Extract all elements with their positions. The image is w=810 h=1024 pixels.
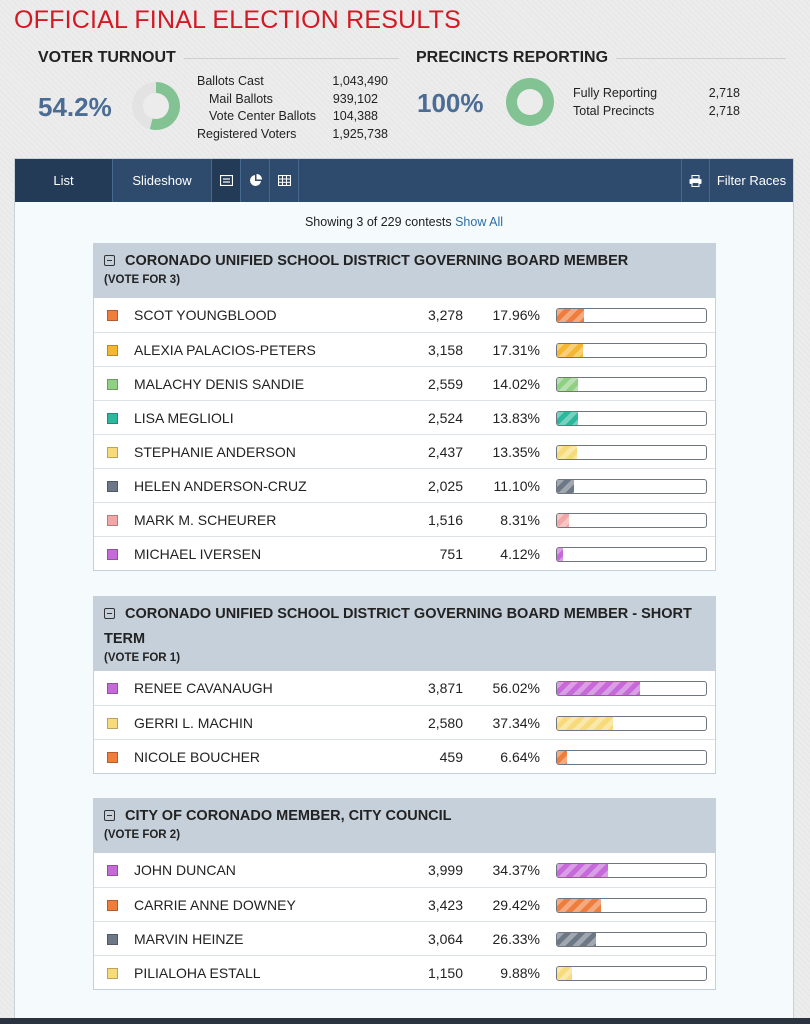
contest-count-text: Showing 3 of 229 contests bbox=[304, 215, 452, 229]
candidate-row bbox=[94, 298, 715, 332]
race-title bbox=[104, 602, 705, 652]
candidate-name: GERRI L. MACHIN bbox=[134, 715, 254, 731]
tab-slideshow[interactable] bbox=[113, 159, 212, 202]
turnout-heading-rule bbox=[184, 58, 399, 59]
precincts-heading-rule bbox=[616, 58, 786, 59]
turnout-percent: 54.2% bbox=[38, 92, 112, 122]
candidate-row bbox=[94, 705, 715, 739]
race-vote-for: (VOTE FOR 3) bbox=[104, 274, 181, 286]
candidate-name: CARRIE ANNE DOWNEY bbox=[134, 897, 296, 913]
candidate-list bbox=[94, 853, 715, 989]
candidate-percent: 17.96% bbox=[492, 307, 540, 323]
stat-value-registered: 1,925,738 bbox=[332, 127, 388, 141]
pie-view-button[interactable] bbox=[241, 159, 270, 202]
candidate-row bbox=[94, 536, 715, 570]
stat-label-total-precincts: Total Precincts bbox=[573, 104, 655, 118]
candidate-color-swatch bbox=[107, 481, 118, 492]
page-title: OFFICIAL FINAL ELECTION RESULTS bbox=[14, 6, 462, 34]
candidate-percent: 13.35% bbox=[492, 444, 540, 460]
candidate-list bbox=[94, 671, 715, 773]
turnout-heading-text: VOTER TURNOUT bbox=[38, 49, 176, 66]
candidate-percent-bar bbox=[556, 966, 707, 981]
candidate-color-swatch bbox=[107, 549, 118, 560]
collapse-icon[interactable] bbox=[104, 255, 115, 266]
candidate-color-swatch bbox=[107, 752, 118, 763]
candidate-percent-bar-fill bbox=[557, 309, 584, 322]
candidate-name: NICOLE BOUCHER bbox=[134, 749, 261, 765]
candidate-percent-bar-fill bbox=[557, 446, 577, 459]
candidate-votes: 3,158 bbox=[427, 342, 463, 358]
candidate-votes: 3,064 bbox=[427, 931, 463, 947]
candidate-name: PILIALOHA ESTALL bbox=[134, 965, 261, 981]
candidate-color-swatch bbox=[107, 515, 118, 526]
candidate-votes: 2,437 bbox=[427, 444, 463, 460]
candidate-percent-bar bbox=[556, 513, 707, 528]
list-view-icon bbox=[220, 175, 233, 186]
candidate-votes: 3,278 bbox=[427, 307, 463, 323]
bottom-bar bbox=[0, 1018, 810, 1024]
candidate-votes: 2,580 bbox=[427, 715, 463, 731]
stat-value-mail-ballots: 939,102 bbox=[332, 92, 378, 106]
tab-list-label: List bbox=[53, 173, 74, 188]
candidate-percent-bar bbox=[556, 547, 707, 562]
race-card bbox=[93, 243, 716, 571]
collapse-icon[interactable] bbox=[104, 608, 115, 619]
candidate-percent-bar bbox=[556, 863, 707, 878]
candidate-name: RENEE CAVANAUGH bbox=[134, 680, 273, 696]
candidate-row bbox=[94, 955, 715, 989]
race-card bbox=[93, 798, 716, 990]
candidate-percent: 14.02% bbox=[492, 376, 540, 392]
candidate-percent-bar-fill bbox=[557, 899, 601, 912]
candidate-votes: 1,516 bbox=[427, 512, 463, 528]
candidate-name: LISA MEGLIOLI bbox=[134, 410, 234, 426]
stat-label-fully-reporting: Fully Reporting bbox=[573, 86, 658, 100]
candidate-votes: 2,524 bbox=[427, 410, 463, 426]
candidate-color-swatch bbox=[107, 413, 118, 424]
print-button[interactable] bbox=[681, 159, 710, 202]
stat-label-vote-center: Vote Center Ballots bbox=[209, 109, 317, 123]
candidate-color-swatch bbox=[107, 447, 118, 458]
candidate-row bbox=[94, 434, 715, 468]
candidate-votes: 3,999 bbox=[427, 862, 463, 878]
stat-value-total-precincts: 2,718 bbox=[708, 104, 740, 118]
candidate-row bbox=[94, 366, 715, 400]
precincts-heading-text: PRECINCTS REPORTING bbox=[416, 49, 609, 66]
candidate-percent-bar bbox=[556, 479, 707, 494]
candidate-row bbox=[94, 739, 715, 773]
candidate-color-swatch bbox=[107, 934, 118, 945]
table-icon bbox=[278, 175, 291, 186]
candidate-percent: 37.34% bbox=[492, 715, 540, 731]
race-vote-for: (VOTE FOR 1) bbox=[104, 652, 181, 664]
candidate-percent: 4.12% bbox=[500, 546, 540, 562]
collapse-icon[interactable] bbox=[104, 810, 115, 821]
candidate-row bbox=[94, 921, 715, 955]
candidate-name: MALACHY DENIS SANDIE bbox=[134, 376, 305, 392]
candidate-color-swatch bbox=[107, 900, 118, 911]
results-panel bbox=[14, 158, 794, 1024]
candidate-row bbox=[94, 332, 715, 366]
candidate-percent: 26.33% bbox=[492, 931, 540, 947]
candidate-percent-bar bbox=[556, 445, 707, 460]
candidate-percent: 6.64% bbox=[500, 749, 540, 765]
candidate-percent-bar-fill bbox=[557, 967, 572, 980]
candidate-votes: 3,423 bbox=[427, 897, 463, 913]
results-toolbar bbox=[15, 159, 793, 202]
candidate-row bbox=[94, 671, 715, 705]
candidate-color-swatch bbox=[107, 310, 118, 321]
race-title-text: CITY OF CORONADO MEMBER, CITY COUNCIL bbox=[125, 808, 452, 824]
candidate-percent-bar-fill bbox=[557, 344, 583, 357]
candidate-row bbox=[94, 887, 715, 921]
candidate-row bbox=[94, 502, 715, 536]
pie-chart-icon bbox=[249, 174, 262, 187]
candidate-name: ALEXIA PALACIOS-PETERS bbox=[134, 342, 316, 358]
candidate-percent: 13.83% bbox=[492, 410, 540, 426]
candidate-percent-bar bbox=[556, 377, 707, 392]
race-card bbox=[93, 596, 716, 774]
race-vote-for: (VOTE FOR 2) bbox=[104, 829, 181, 841]
candidate-percent: 17.31% bbox=[492, 342, 540, 358]
candidate-percent-bar bbox=[556, 411, 707, 426]
list-view-button[interactable] bbox=[212, 159, 241, 202]
candidate-row bbox=[94, 400, 715, 434]
candidate-percent: 34.37% bbox=[492, 862, 540, 878]
candidate-row bbox=[94, 468, 715, 502]
candidate-percent-bar-fill bbox=[557, 751, 567, 764]
candidate-color-swatch bbox=[107, 683, 118, 694]
candidate-name: STEPHANIE ANDERSON bbox=[134, 444, 296, 460]
candidate-percent-bar-fill bbox=[557, 514, 569, 527]
precincts-percent: 100% bbox=[417, 88, 484, 118]
race-title-text: CORONADO UNIFIED SCHOOL DISTRICT GOVERNING BOARD MEMBER - SHORT TERM bbox=[104, 606, 692, 647]
precincts-donut bbox=[506, 78, 554, 126]
turnout-heading bbox=[38, 49, 399, 67]
candidate-percent: 11.10% bbox=[493, 478, 540, 494]
candidate-votes: 751 bbox=[439, 546, 463, 562]
candidate-color-swatch bbox=[107, 718, 118, 729]
candidate-votes: 2,025 bbox=[427, 478, 463, 494]
candidate-votes: 1,150 bbox=[427, 965, 463, 981]
candidate-row bbox=[94, 853, 715, 887]
candidate-percent: 8.31% bbox=[500, 512, 540, 528]
candidate-percent-bar-fill bbox=[557, 717, 613, 730]
candidate-percent-bar-fill bbox=[557, 480, 574, 493]
turnout-donut bbox=[132, 82, 180, 130]
candidate-percent-bar bbox=[556, 750, 707, 765]
candidate-percent: 29.42% bbox=[492, 897, 540, 913]
precincts-heading bbox=[416, 49, 786, 67]
candidate-votes: 459 bbox=[439, 749, 463, 765]
candidate-percent: 9.88% bbox=[500, 965, 540, 981]
candidate-color-swatch bbox=[107, 865, 118, 876]
candidate-percent-bar-fill bbox=[557, 864, 608, 877]
show-all-link[interactable]: Show All bbox=[455, 215, 504, 229]
race-header[interactable] bbox=[94, 597, 715, 671]
stat-label-mail-ballots: Mail Ballots bbox=[209, 92, 273, 106]
race-title bbox=[104, 249, 705, 274]
stat-value-ballots-cast: 1,043,490 bbox=[332, 74, 388, 88]
stat-label-registered: Registered Voters bbox=[197, 127, 297, 141]
race-title bbox=[104, 804, 705, 829]
candidate-percent-bar bbox=[556, 681, 707, 696]
contest-count bbox=[15, 215, 793, 229]
candidate-name: HELEN ANDERSON-CRUZ bbox=[134, 478, 307, 494]
candidate-percent-bar-fill bbox=[557, 933, 596, 946]
candidate-percent-bar-fill bbox=[557, 412, 578, 425]
candidate-percent-bar-fill bbox=[557, 548, 563, 561]
race-title-text: CORONADO UNIFIED SCHOOL DISTRICT GOVERNING BOARD MEMBER bbox=[125, 253, 629, 269]
candidate-name: JOHN DUNCAN bbox=[134, 862, 236, 878]
candidate-color-swatch bbox=[107, 968, 118, 979]
candidate-percent-bar bbox=[556, 308, 707, 323]
candidate-name: MARK M. SCHEURER bbox=[134, 512, 277, 528]
tab-list[interactable] bbox=[15, 159, 113, 202]
candidate-percent-bar-fill bbox=[557, 378, 578, 391]
candidate-list bbox=[94, 298, 715, 570]
candidate-name: SCOT YOUNGBLOOD bbox=[134, 307, 277, 323]
filter-races-button[interactable] bbox=[710, 159, 793, 202]
candidate-name: MICHAEL IVERSEN bbox=[134, 546, 262, 562]
race-header[interactable] bbox=[94, 244, 715, 298]
candidate-color-swatch bbox=[107, 345, 118, 356]
print-icon bbox=[689, 175, 702, 187]
stat-label-ballots-cast: Ballots Cast bbox=[197, 74, 264, 88]
candidate-votes: 3,871 bbox=[427, 680, 463, 696]
candidate-percent: 56.02% bbox=[492, 680, 540, 696]
candidate-color-swatch bbox=[107, 379, 118, 390]
table-view-button[interactable] bbox=[270, 159, 299, 202]
race-header[interactable] bbox=[94, 799, 715, 853]
candidate-percent-bar bbox=[556, 343, 707, 358]
stat-value-vote-center: 104,388 bbox=[332, 109, 378, 123]
candidate-percent-bar bbox=[556, 716, 707, 731]
candidate-name: MARVIN HEINZE bbox=[134, 931, 244, 947]
candidate-percent-bar bbox=[556, 932, 707, 947]
candidate-votes: 2,559 bbox=[427, 376, 463, 392]
stat-value-fully-reporting: 2,718 bbox=[708, 86, 740, 100]
candidate-percent-bar-fill bbox=[557, 682, 640, 695]
candidate-percent-bar bbox=[556, 898, 707, 913]
filter-races-label: Filter Races bbox=[716, 173, 787, 188]
tab-slideshow-label: Slideshow bbox=[132, 173, 192, 188]
